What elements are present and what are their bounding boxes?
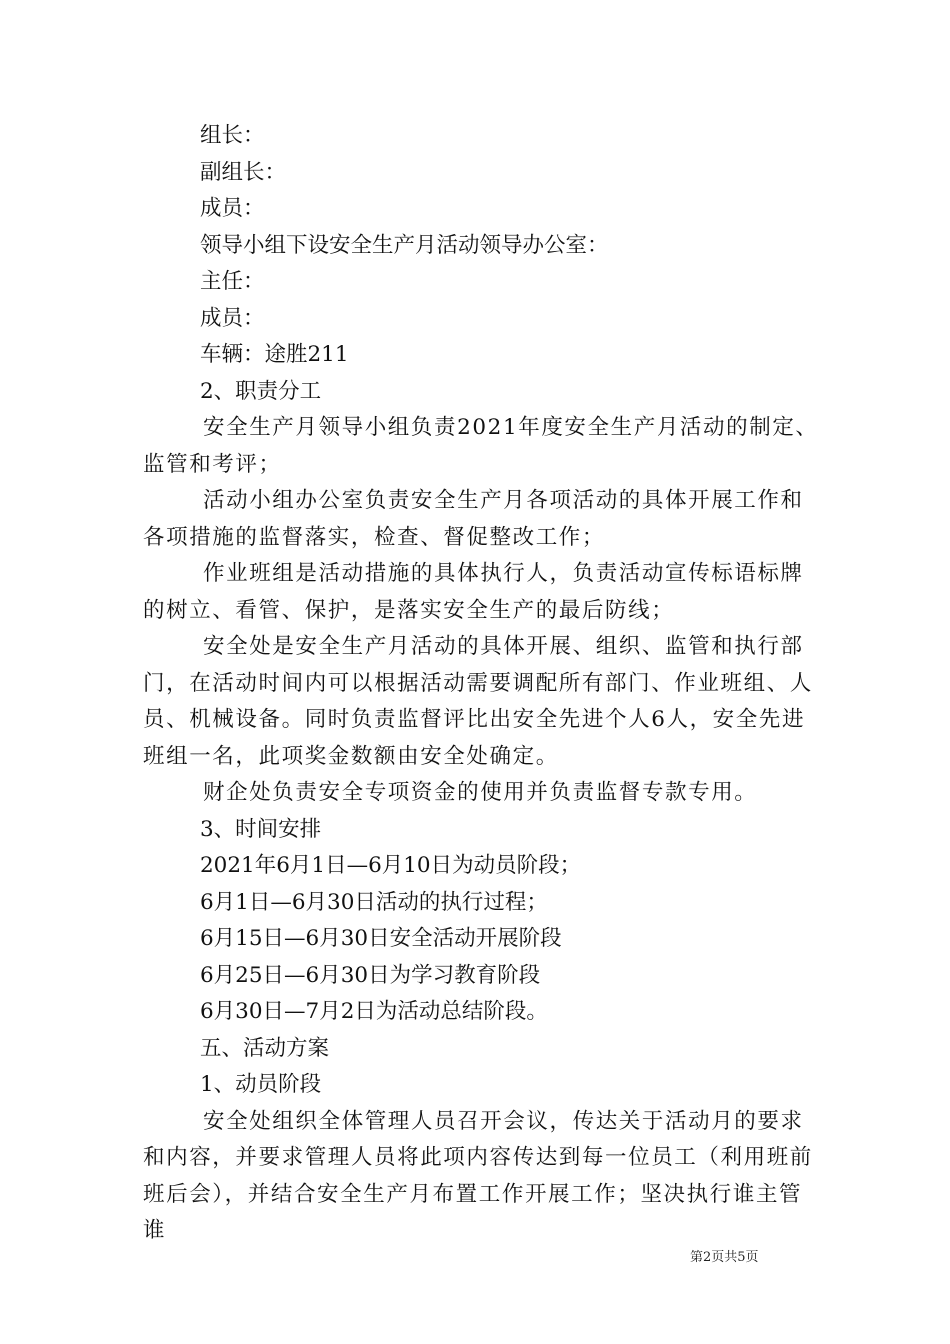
paragraph: 安全生产月领导小组负责2021年度安全生产月活动的制定、监管和考评； — [143, 415, 819, 477]
text-line: 车辆：途胜211 — [200, 342, 349, 367]
text-line: 领导小组下设安全生产月活动领导办公室： — [200, 232, 609, 258]
text-line: 成员： — [200, 305, 265, 331]
section-heading: 五、活动方案 — [200, 1035, 330, 1061]
text-line: 主任： — [200, 269, 265, 294]
text-line: 副组长： — [200, 159, 287, 185]
text-line: 6月25日—6月30日为学习教育阶段 — [200, 962, 541, 988]
paragraph: 财企处负责安全专项资金的使用并负责监督专款专用。 — [203, 780, 758, 805]
paragraph: 作业班组是活动措施的具体执行人，负责活动宣传标语标牌的树立、看管、保护，是落实安全生产的最后防线； — [143, 561, 804, 623]
text-line: 6月15日—6月30日安全活动开展阶段 — [200, 926, 562, 951]
paragraph: 安全处组织全体管理人员召开会议，传达关于活动月的要求和内容，并要求管理人员将此项内容传达到每一位员工（利用班前班后会），并结合安全生产月布置工作开展工作；坚决执行谁主管谁 — [143, 1108, 813, 1243]
section-heading: 2、职责分工 — [200, 378, 322, 404]
text-line: 6月30日—7月2日为活动总结阶段。 — [200, 999, 548, 1024]
section-heading: 3、时间安排 — [200, 816, 322, 842]
document-body — [143, 118, 823, 1250]
text-line: 成员： — [200, 196, 265, 221]
paragraph: 活动小组办公室负责安全生产月各项活动的具体开展工作和各项措施的监督落实，检查、督促整改工作； — [143, 488, 804, 550]
text-line: 组长： — [200, 123, 265, 148]
text-line: 2021年6月1日—6月10日为动员阶段； — [200, 853, 582, 878]
section-heading: 1、动员阶段 — [200, 1072, 322, 1097]
page-number: 第2页共5页 — [690, 1250, 759, 1265]
paragraph: 安全处是安全生产月活动的具体开展、组织、监管和执行部门，在活动时间内可以根据活动需要调配所有部门、作业班组、人员、机械设备。同时负责监督评比出安全先进个人6人，安全先进班组一名，此项奖金数额由安全处确定。 — [143, 634, 813, 769]
text-line: 6月1日—6月30日活动的执行过程； — [200, 889, 548, 915]
